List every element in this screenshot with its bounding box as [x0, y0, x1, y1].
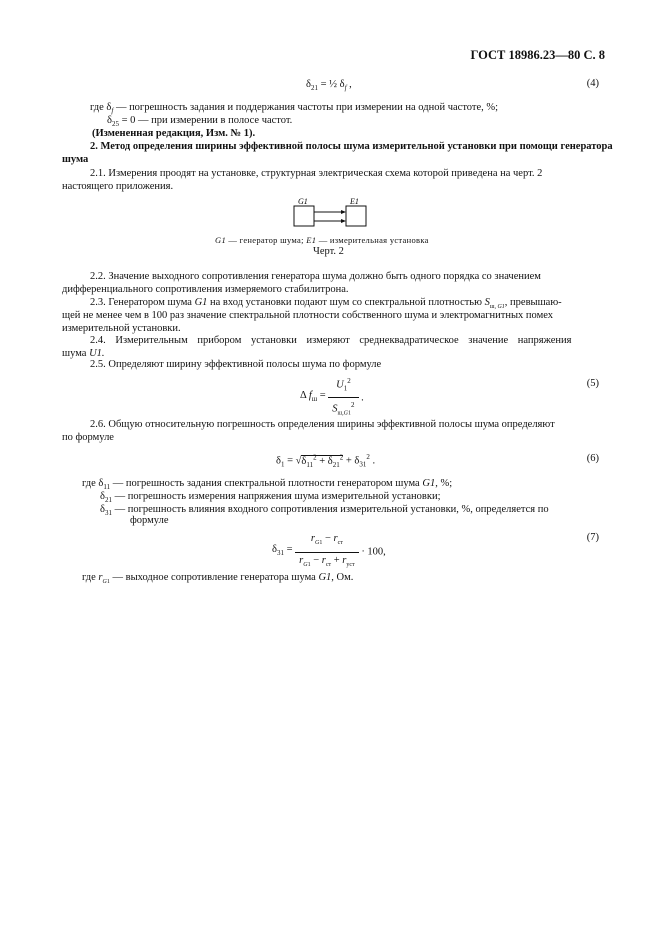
para-2-1-line2: настоящего приложения. — [62, 181, 174, 192]
para-2-3-line1: 2.3. Генератором шума G1 на вход установки подают шум со спектральной плотностью $S_{ш, G1}$, превышаю- — [90, 297, 562, 311]
definition-r-g1: где $r_{G1}$ — выходное сопротивление генератора шума G1, Ом. — [82, 572, 354, 586]
equation-6: $\delta_1 = √\delta_{11}^2 + \delta_{21}^2 + \delta_{31}^2$ . — [276, 453, 376, 469]
section-2-title-line2: шума — [62, 154, 89, 165]
section-2-title-line1: 2. Метод определения ширины эффективной полосы шума измерительной установки при помощи генератора — [90, 141, 613, 152]
para-2-3-line3: измерительной установки. — [62, 323, 181, 334]
block-g1-label: G1 — [298, 197, 308, 206]
para-2-5-line1: 2.5. Определяют ширину эффективной полосы шума по формуле — [90, 359, 382, 370]
arrow-top — [341, 210, 346, 214]
definition-delta-25: $\delta_{25} = 0$ — при измерении в полосе частот. — [107, 115, 293, 129]
definition-delta-21: $\delta_{21}$ — погрешность измерения напряжения шума измерительной установки; — [100, 491, 441, 505]
definition-delta-11: где $\delta_{11}$ — погрешность задания спектральной плотности генератором шума G1, %; — [82, 478, 453, 492]
block-e1-label: E1 — [350, 197, 359, 206]
para-2-2-line1: 2.2. Значение выходного сопротивления генератора шума должно быть одного порядка со значением — [90, 271, 541, 282]
equation-7-number: (7) — [586, 532, 599, 543]
arrow-bottom — [341, 219, 346, 223]
block-e1 — [346, 206, 366, 226]
revision-note: (Измененная редакция, Изм. № 1). — [92, 128, 256, 139]
block-diagram — [290, 194, 380, 232]
definition-delta-31: $\delta_{31}$ — погрешность влияния входного сопротивления измерительной установки, %, определяется по — [100, 504, 549, 518]
para-2-1-line1: 2.1. Измерения проодят на установке, структурная электрическая схема которой приведена на черт. 2 — [90, 168, 543, 179]
para-2-6-line1: 2.6. Общую относительную погрешность определения ширины эффективной полосы шума определяют — [90, 419, 555, 430]
para-2-3-line2: щей не менее чем в 100 раз значение спектральной плотности собственного шума и электромагнитных помех — [62, 310, 553, 321]
equation-4: $\delta_{21}$ = ½ $\delta_f$ , — [306, 79, 352, 93]
equation-4-number: (4) — [586, 78, 599, 89]
equation-5-number: (5) — [586, 378, 599, 389]
para-2-4-line2: шума U1. — [62, 348, 105, 359]
equation-6-number: (6) — [586, 453, 599, 464]
para-2-2-line2: дифференциального сопротивления измеряемого стабилитрона. — [62, 284, 349, 295]
equation-7: $\delta_{31}$ = $\frac{r_{G1} - r_{ст}}{r_{G1} - r_{ст} + r_{уст}}$ · 100, — [272, 533, 386, 568]
definition-delta-f: где $\delta_f$ — погрешность задания и поддержания частоты при измерении на одной частоте, %; — [90, 102, 499, 116]
block-g1 — [294, 206, 314, 226]
page-header: ГОСТ 18986.23—80 С. 8 — [470, 48, 605, 62]
diagram-legend: G1 — генератор шума; E1 — измерительная установка — [215, 235, 429, 245]
equation-5: Δ $f_ш$ = $\frac{U_1^2}{S_{ш,G1}^2}$ . — [300, 377, 364, 417]
para-2-4-line1: 2.4. Измерительным прибором установки измеряют среднеквадратическое значение напряжения — [90, 335, 572, 346]
diagram-caption: Черт. 2 — [313, 246, 344, 257]
para-2-6-line2: по формуле — [62, 432, 114, 443]
definition-delta-31-cont: формуле — [130, 515, 169, 526]
